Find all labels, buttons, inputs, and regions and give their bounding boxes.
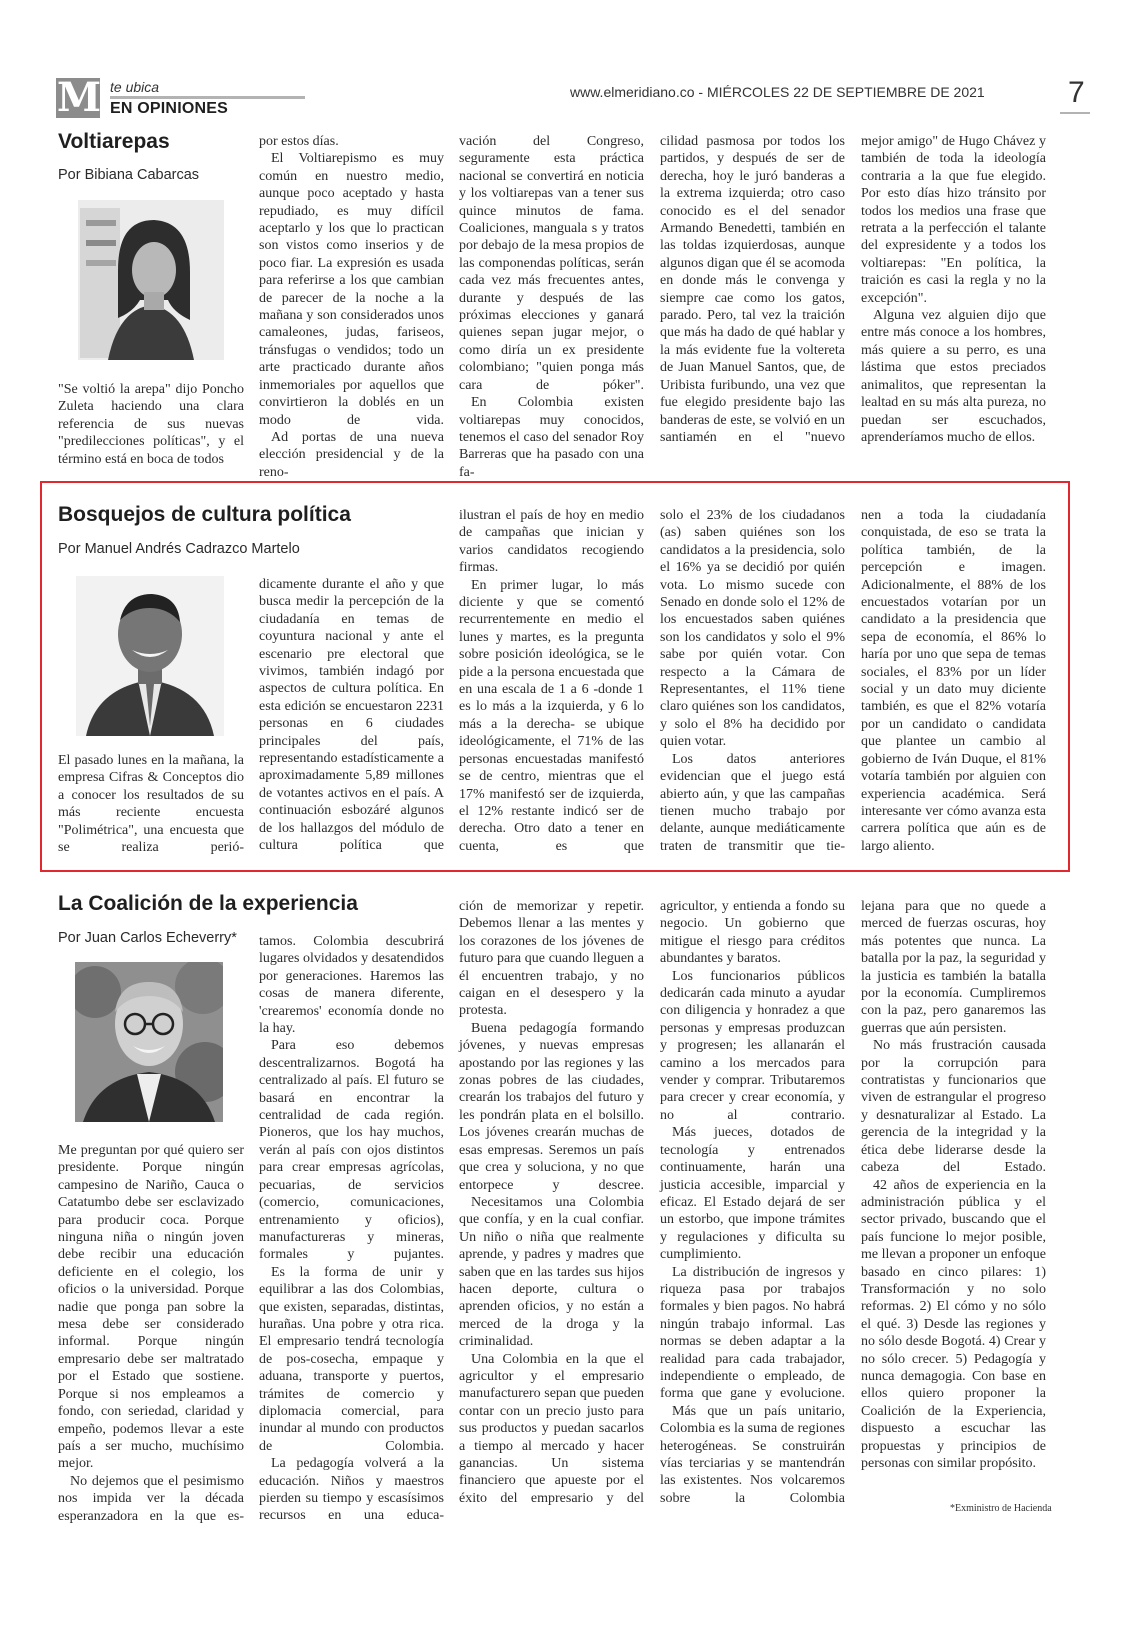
- paragraph: Me preguntan por qué quiero ser presidente. Porque ningún campesino de Nariño, Cauca o Catatumbo debe ser esclavizado para producir coca. Porque ninguna niña o ningún joven debe recibir una educación deficiente en el colegio, los oficios o la universidad. Porque nadie que ponga pan sobre la mesa debe ser considerado informal. Porque ningún empresario debe ser maltratado por el Estado que sostiene. Porque si nos empleamos a fondo, con seriedad, claridad y empeño, podemos llevar a este país a ser mucho, muchísimo mejor.: [58, 1143, 244, 1472]
- article-column: [660, 507, 845, 855]
- page-number: 7: [1068, 76, 1085, 109]
- paragraph: ilustran el país de hoy en medio de campañas que inician y varios candidatos recogiendo firmas.: [459, 508, 644, 576]
- paragraph: La distribución de ingresos y riqueza pasa por trabajos formales y bien pagos. No habrá ningún trabajo informal. Las normas se deben adaptar a la realidad para cada trabajador, independiente o empleado, de forma que gane y evolucione.: [660, 1264, 845, 1402]
- footnote: *Exministro de Hacienda: [950, 1503, 1052, 1514]
- newspaper-logo: M: [56, 74, 100, 121]
- paragraph: Una Colombia en la que el agricultor y el empresario manufacturero sepan que pueden contar con un precio justo para sus productos y puedan sacarlos a tiempo al mercado y hacer ganancias. Un sistema financiero que apueste por el éxito del empresario y del: [459, 1351, 644, 1506]
- article-column: [459, 898, 644, 1507]
- article-column: [259, 933, 444, 1525]
- paragraph: solo el 23% de los ciudadanos (as) saben quiénes son los candidatos a la presidencia, solo el 16% ya se decidió por quién vota. Lo mismo sucede con Senado en donde solo el 12% de los encuestados saben quiénes son los candidatos y solo el 9% sabe por quién votar. Con respecto a la Cámara de Representantes, el 11% tiene claro quiénes son los candidatos, y solo el 8% ha decidido por quien votar.: [660, 508, 845, 750]
- paragraph: El pasado lunes en la mañana, la empresa Cifras & Conceptos dio a conocer los resultados de su más reciente encuesta "Polimétrica", una encuesta que se realiza perió-: [58, 753, 244, 856]
- article-column: [259, 576, 444, 855]
- paragraph: Más que un país unitario, Colombia es la suma de regiones heterogéneas. Se construirán vías terciarias y se mantendrán las existentes. Nos volcaremos sobre la Colombia: [660, 1403, 845, 1506]
- article-column: [58, 381, 244, 468]
- paragraph: tamos. Colombia descubrirá lugares olvidados y desatendidos por generaciones. Haremos las cosas de manera diferente, 'crearemos' economía donde no la hay.: [259, 934, 444, 1037]
- paragraph: dicamente durante el año y que busca medir la percepción de la ciudadanía en temas de coyuntura nacional y ante el escenario pre electoral que vivimos, también indagó por aspectos de cultura política. En esta edición se encuestaron 2231 personas en 6 ciudades principales del país, representando estadísticamente a aproximadamente 5,89 millones de votantes activos en el país. A continuación esbozáré algunos de los hallazgos del módulo de cultura política que: [259, 577, 444, 854]
- paragraph: Para eso debemos descentralizarnos. Bogotá ha centralizado al país. El futuro se basará en encontrar la centralidad de cada región. Pioneros, que los hay muchos, verán al país con ojos distintos para crear empresas agrícolas, pecuarias, de servicios (comercio, comunicaciones, entrenamiento y oficios), manufactureras y mineras, formales y pujantes.: [259, 1038, 444, 1263]
- paragraph: Los funcionarios públicos dedicarán cada minuto a ayudar con diligencia y honradez a que personas y empresas produzcan y progresen; les allanarán el camino a los mercados para vender y comprar. Tributaremos para crecer y crear economía, y no al contrario.: [660, 968, 845, 1123]
- article-column: [58, 752, 244, 856]
- paragraph: En primer lugar, lo más diciente y que se comentó recurrentemente en medio el lunes y martes, es la pregunta sobre posición ideológica, se le pide a la persona encuestada que en una escala de 1 a 6 -donde 1 es lo más a la izquierda, y 6 lo más a la derecha- se ubique ideológicamente, el 71% de las personas encuestadas manifestó se de centro, mientras que el 17% manifestó ser de izquierda, el 12% restante indicó ser de derecha. Otro dato a tener en cuenta, es que: [459, 577, 644, 854]
- paragraph: En Colombia existen voltiarepas muy conocidos, tenemos el caso del senador Roy Barreras que ha pasado con una fa-: [459, 395, 644, 480]
- article-title: La Coalición de la experiencia: [58, 892, 358, 915]
- paragraph: cilidad pasmosa por todos los partidos, y después de ser de derecha, hoy le juró banderas a la extrema izquierda; otro caso conocido es el del senador Armando Benedetti, también en las toldas izquierdosas, aunque algunos digan que él se acomoda en donde más le convenga y siempre cae como los gatos, parado. Pero, tal vez la traición que más ha dado de qué hablar y la más evidente fue la voltereta de Juan Manuel Santos, que, de Uribista furibundo, una vez que fue elegido presidente bajo las banderas de este, se volvió en un santiamén en el "nuevo: [660, 134, 845, 445]
- paragraph: 42 años de experiencia en la administración pública y el sector privado, buscando que el país funcione lo mejor posible, me llevan a proponer un enfoque basado en cinco pilares: 1) Transformación y no solo reformas. 2) El cómo y no sólo el qué. 3) Desde las regiones y no sólo desde Bogotá. 4) Crear y no sólo crecer. 5) Pedagogía y nunca demagogia. Con base en ellos quiero proponer la Coalición de la Experiencia, dispuesto a escuchar las propuestas y principios de personas con similar propósito.: [861, 1177, 1046, 1471]
- paragraph: El Voltiarepismo es muy común en nuestro medio, aunque poco aceptado y hasta repudiado, es muy difícil aceptarlo y los que lo practican son vistos como inserios y de poco fiar. La expresión es usada para referirse a los que cambian de parecer de la noche a la mañana y son considerados unos camaleones, judas, fariseos, tránsfugas o vendidos; todo un arte practicado durante años inmemoriales por aquellos que convirtieron la doblés en un modo de vida.: [259, 151, 444, 428]
- article-column: [861, 133, 1046, 446]
- paragraph: Los datos anteriores evidencian que el juego está abierto aún, y que las campañas tienen mucho trabajo por delante, aunque mediáticamente traten de transmitir que tie-: [660, 751, 845, 854]
- section-title: EN OPINIONES: [110, 100, 228, 117]
- paragraph: vación del Congreso, seguramente esta práctica nacional se convertirá en noticia y los voltiarepas van a tener sus quince minutos de fama. Coaliciones, manguala s y tratos por debajo de la mesa propios de las componendas políticas, serán cada vez más frecuentes antes, durante y después de las próximas elecciones y ganará quienes sepan jugar mejor, o como diría un ex presidente colombiano; "quien ponga más cara de póker".: [459, 134, 644, 393]
- author-photo: [78, 200, 224, 360]
- paragraph: agricultor, y entienda a fondo su negocio. Un gobierno que mitigue el riesgo para créditos abundantes y baratos.: [660, 899, 845, 967]
- paragraph: Es la forma de unir y equilibrar a las dos Colombias, que existen, separadas, distintas, hurañas. Una pobre y otra rica. El empresario tendrá tecnología de pos-cosecha, empaque y aduana, transporte y puertos, trámites de comercio y diplomacia comercial, para inundar al mundo con productos de Colombia.: [259, 1264, 444, 1454]
- paragraph: Necesitamos una Colombia que confía, y en la cual confiar. Un niño o niña que realmente aprende, y padres y madres que saben que en las tardes sus hijos hacen deporte, cultura o aprenden oficios, y no están a merced de la droga y la criminalidad.: [459, 1194, 644, 1350]
- paragraph: Ad portas de una nueva elección presidencial y de la reno-: [259, 429, 444, 480]
- article-column: [459, 507, 644, 855]
- page-number-rule: [1060, 112, 1090, 114]
- paragraph: mejor amigo" de Hugo Chávez y también de toda la ideología contraria a la que fue elegido. Por esto días hizo tránsito por todos los medios una frase que retrata a la perfección el talante del expresidente y a todos los voltiarepas: "En política, la traición es casi la regla y no la excepción".: [861, 134, 1046, 306]
- article-column: [861, 507, 1046, 855]
- article-column: [861, 898, 1046, 1472]
- paragraph: "Se voltió la arepa" dijo Poncho Zuleta haciendo una clara referencia de sus nuevas "predilecciones políticas", y el término está en boca de todos: [58, 382, 244, 467]
- paragraph: lejana para que no quede a merced de fuerzas oscuras, hoy más potentes que nunca. La batalla por la paz, la seguridad y la justicia es también la batalla por la economía. Cumpliremos con la paz, pero ganaremos las guerras que aún persisten.: [861, 899, 1046, 1036]
- paragraph: Buena pedagogía formando jóvenes, y nuevas empresas apostando por las regiones y las zonas pobres de las ciudades, crearán los trabajos del futuro y les pondrán plata en el bolsillo. Los jóvenes crearán muchas de esas empresas. Seremos un país que crea y soluciona, y no que entorpece y descree.: [459, 1020, 644, 1193]
- paragraph: No dejemos que el pesimismo nos impida ver la década esperanzadora en la que es-: [58, 1473, 244, 1524]
- site-and-date: www.elmeridiano.co - MIÉRCOLES 22 DE SEPTIEMBRE DE 2021: [570, 84, 985, 100]
- article-title: Bosquejos de cultura política: [58, 503, 351, 526]
- author-photo: [75, 962, 223, 1122]
- section-kicker: te ubica: [110, 79, 160, 95]
- article-byline: Por Juan Carlos Echeverry*: [58, 930, 237, 946]
- article-byline: Por Manuel Andrés Cadrazco Martelo: [58, 541, 300, 557]
- paragraph: La pedagogía volverá a la educación. Niños y maestros pierden su tiempo y escasísimos recursos en una educa-: [259, 1456, 444, 1524]
- section-rule: [110, 96, 305, 99]
- paragraph: nen a toda la ciudadanía conquistada, de eso se trata la política también, de la percepción e imagen. Adicionalmente, el 88% de los encuestados votarían por un candidato a la presidencia que sepa de economía, el 86% lo haría por uno que sepa de temas sociales, el 83% por un líder social y un dato muy diciente también, es que el 82% votaría por un candidato o candidata que plantee un cambio al gobierno de Iván Duque, el 81% votaría también por alguien con experiencia académica. Será interesante ver cómo avanza esta carrera política que aún es de largo aliento.: [861, 508, 1046, 854]
- article-column: [660, 898, 845, 1507]
- paragraph: Más jueces, dotados de tecnología y entrenados continuamente, harán una justicia accesible, imparcial y eficaz. El Estado dejará de ser un estorbo, que impone trámites y regulaciones y dificulta su cumplimiento.: [660, 1125, 845, 1263]
- article-title: Voltiarepas: [58, 130, 170, 153]
- paragraph: Alguna vez alguien dijo que entre más conoce a los hombres, más quiere a su perro, es una lástima que estos preciados animalitos, que representan la lealtad en su más alta pureza, no puedan ser escuchados, aprenderíamos mucho de ellos.: [861, 308, 1046, 445]
- article-column: [259, 133, 444, 481]
- article-column: [459, 133, 644, 481]
- paragraph: ción de memorizar y repetir. Debemos llenar a las mentes y los corazones de los jóvenes de futuro para que cuando lleguen a él encuentren trabajo, y no caigan en el desespero y la protesta.: [459, 899, 644, 1019]
- article-byline: Por Bibiana Cabarcas: [58, 167, 200, 183]
- paragraph: por estos días.: [259, 134, 339, 149]
- article-column: [660, 133, 845, 446]
- author-photo: [76, 576, 224, 736]
- article-column: [58, 1142, 244, 1525]
- paragraph: No más frustración causada por la corrupción para contratistas y funcionarios que viven de estrangular el progreso y desnaturalizar al Estado. La gerencia de la integridad y la ética debe liderarse desde la cabeza del Estado.: [861, 1038, 1046, 1176]
